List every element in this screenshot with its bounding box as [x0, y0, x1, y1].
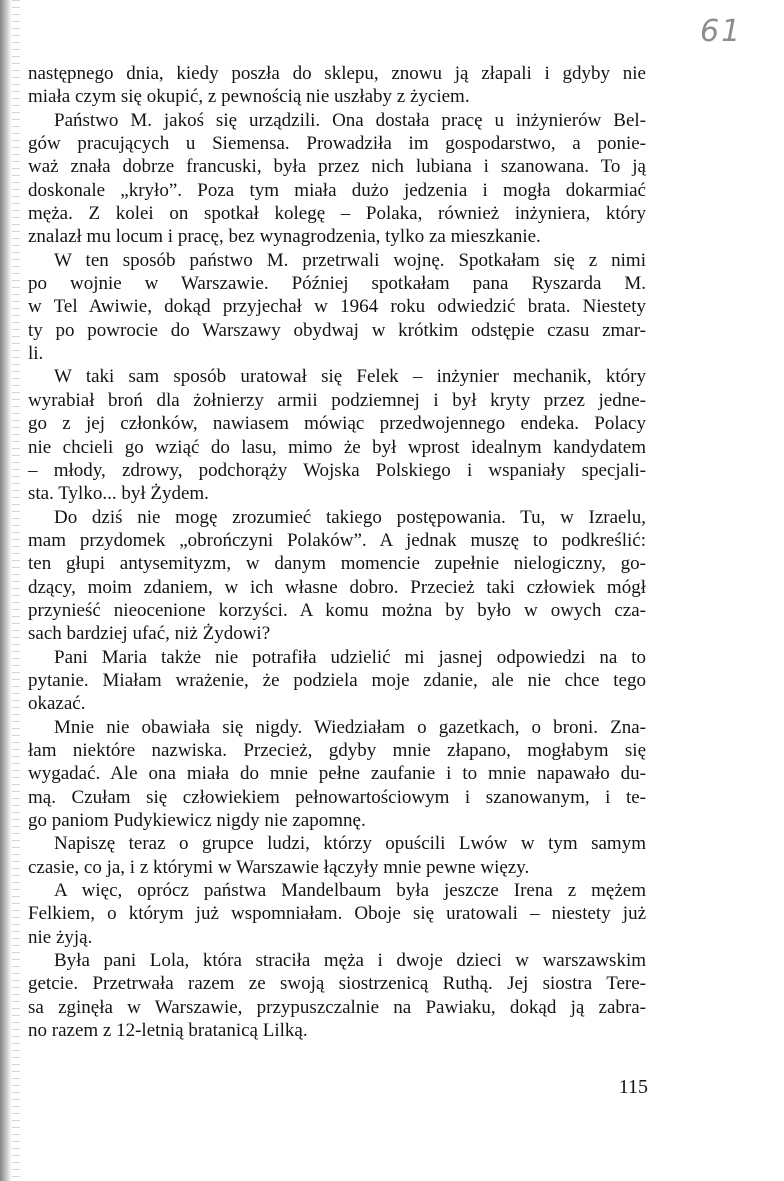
page-number: 115	[618, 1076, 648, 1098]
text-line: w Tel Awiwie, dokąd przyjechał w 1964 roku odwiedzić brata. Niestety	[28, 296, 646, 318]
text-line: mą. Czułam się człowiekiem pełnowartościowym i szanowanym, i te-	[28, 786, 646, 808]
text-line: wyrabiał broń dla żołnierzy armii podziemnej i był kryty przez jedne-	[28, 389, 646, 411]
text-line: nie żyją.	[28, 926, 93, 948]
text-line: następnego dnia, kiedy poszła do sklepu, znowu ją złapali i gdyby nie	[28, 63, 646, 84]
text-line: znalazł mu locum i pracę, bez wynagrodzenia, tylko za mieszkanie.	[28, 226, 541, 248]
text-line: go z jej członków, nawiasem mówiąc przedwojennego endeka. Polacy	[28, 413, 646, 435]
text-line: W ten sposób państwo M. przetrwali wojnę. Spotkałam się z nimi	[54, 249, 646, 271]
text-line: A więc, oprócz państwa Mandelbaum była jeszcze Irena z mężem	[54, 880, 646, 902]
text-line: dzący, moim zdaniem, w ich własne dobro. Przecież taki człowiek mógł	[28, 576, 646, 598]
text-line: łam niektóre nazwiska. Przecież, gdyby mnie złapano, mogłabym się	[28, 739, 646, 761]
text-line: doskonale „kryło”. Poza tym miała dużo jedzenia i mogła dokarmiać	[28, 179, 646, 201]
text-line: sach bardziej ufać, niż Żydowi?	[28, 623, 271, 645]
text-line: Pani Maria także nie potrafiła udzielić mi jasnej odpowiedzi na to	[54, 646, 646, 668]
text-line: ten głupi antysemityzm, w danym momencie zupełnie nielogiczny, go-	[28, 553, 646, 575]
text-line: no razem z 12-letnią bratanicą Lilką.	[28, 1020, 308, 1042]
text-line: wygadać. Ale ona miała do mnie pełne zaufanie i to mnie napawało du-	[28, 763, 646, 785]
body-text	[28, 62, 646, 1042]
paragraph	[28, 879, 646, 949]
text-line: gów pracujących u Siemensa. Prowadziła im gospodarstwo, a ponie-	[28, 133, 646, 155]
paragraph	[28, 716, 646, 833]
text-line: li.	[28, 343, 44, 365]
paragraph	[28, 506, 646, 646]
scan-edge-noise	[12, 0, 20, 1181]
handwritten-page-note: 61	[700, 14, 743, 49]
text-line: Państwo M. jakoś się urządzili. Ona dostała pracę u inżynierów Bel-	[54, 109, 646, 131]
text-line: męża. Z kolei on spotkał kolegę – Polaka, również inżyniera, który	[28, 203, 646, 225]
text-line: czasie, co ja, i z którymi w Warszawie łączyły mnie pewne więzy.	[28, 856, 530, 878]
paragraph	[28, 365, 646, 505]
paragraph	[28, 646, 646, 716]
text-line: okazać.	[28, 693, 86, 715]
text-line: getcie. Przetrwała razem ze swoją siostrzenicą Ruthą. Jej siostra Tere-	[28, 973, 646, 995]
text-line: Napiszę teraz o grupce ludzi, którzy opuścili Lwów w tym samym	[54, 833, 646, 855]
text-line: nie chcieli go wziąć do lasu, mimo że był wprost idealnym kandydatem	[28, 436, 646, 458]
text-line: miała czym się okupić, z pewnością nie uszłaby z życiem.	[28, 86, 470, 108]
paragraph	[28, 62, 646, 109]
scan-page-edge	[0, 0, 12, 1181]
paragraph	[28, 832, 646, 879]
text-line: W taki sam sposób uratował się Felek – inżynier mechanik, który	[54, 366, 646, 388]
text-line: sta. Tylko... był Żydem.	[28, 483, 209, 505]
text-line: Mnie nie obawiała się nigdy. Wiedziałam o gazetkach, o broni. Zna-	[54, 716, 646, 738]
text-line: go paniom Pudykiewicz nigdy nie zapomnę.	[28, 810, 366, 831]
text-line: po wojnie w Warszawie. Później spotkałam pana Ryszarda M.	[28, 273, 646, 295]
text-line: waż znała dobrze francuski, była przez nich lubiana i szanowana. To ją	[28, 156, 646, 178]
paragraph	[28, 249, 646, 366]
text-line: Do dziś nie mogę zrozumieć takiego postępowania. Tu, w Izraelu,	[54, 506, 646, 528]
text-line: Była pani Lola, która straciła męża i dwoje dzieci w warszawskim	[54, 950, 646, 972]
text-line: pytanie. Miałam wrażenie, że podziela moje zdanie, ale nie chce tego	[28, 669, 646, 691]
paragraph	[28, 109, 646, 249]
text-line: mam przydomek „obrończyni Polaków”. A jednak muszę to podkreślić:	[28, 529, 646, 551]
text-line: Felkiem, o którym już wspomniałam. Oboje się uratowali – niestety już	[28, 903, 646, 925]
text-line: przynieść nieocenione korzyści. A komu można by było w owych cza-	[28, 599, 646, 621]
text-line: sa zginęła w Warszawie, przypuszczalnie na Pawiaku, dokąd ją zabra-	[28, 996, 646, 1018]
paragraph	[28, 949, 646, 1042]
text-line: – młody, zdrowy, podchorąży Wojska Polskiego i wspaniały specjali-	[28, 459, 646, 481]
text-line: ty po powrocie do Warszawy obydwaj w krótkim odstępie czasu zmar-	[28, 319, 646, 341]
